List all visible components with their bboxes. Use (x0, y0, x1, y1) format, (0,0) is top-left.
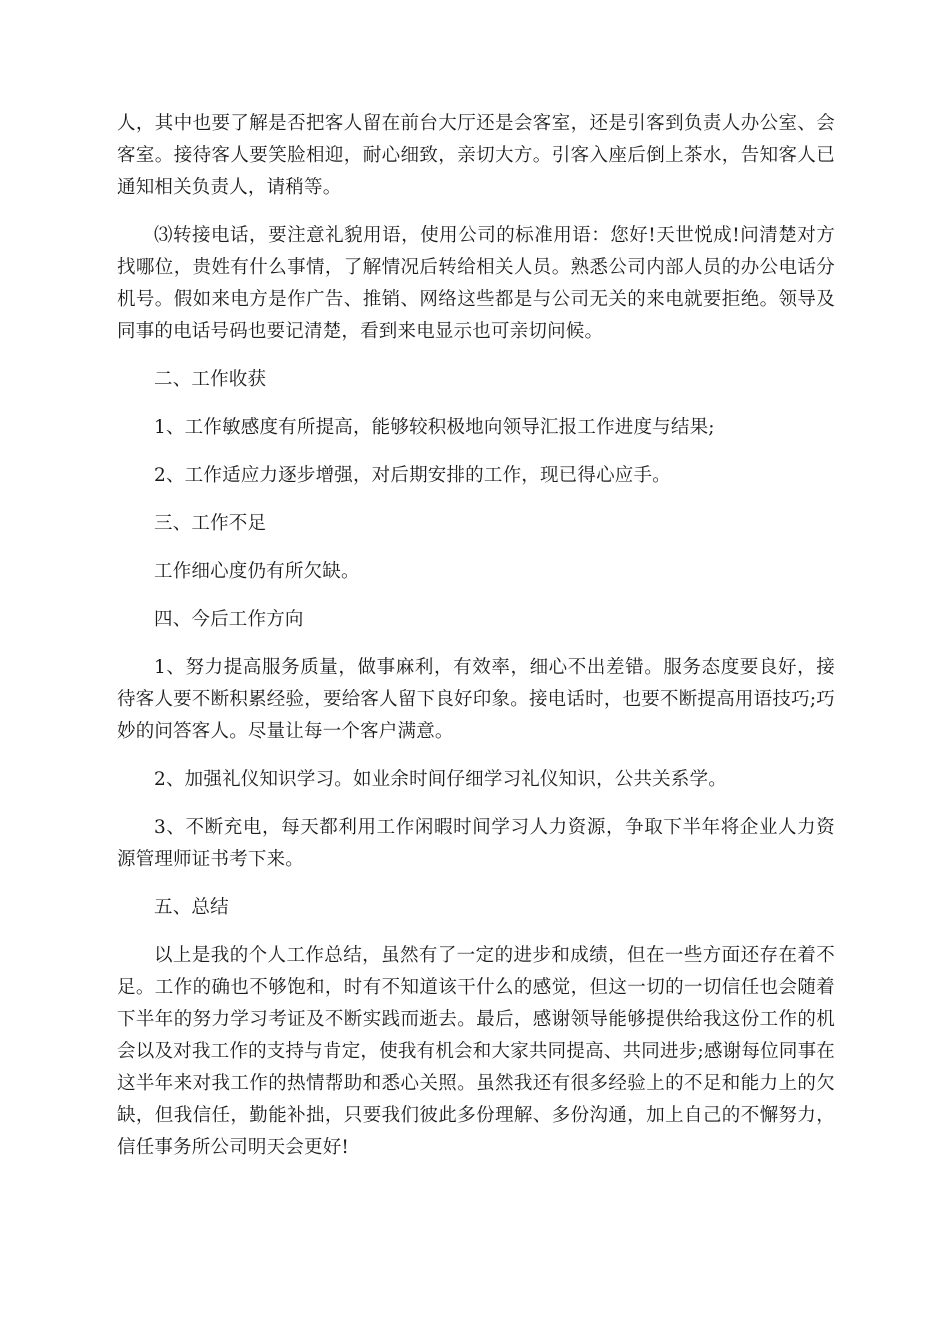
list-item-direction-3: 3、不断充电，每天都利用工作闲暇时间学习人力资源，争取下半年将企业人力资源管理师证书考下来。 (117, 817, 835, 870)
paragraph-reception: 人，其中也要了解是否把客人留在前台大厅还是会客室，还是引客到负责人办公室、会客室。接待客人要笑脸相迎，耐心细致，亲切大方。引客入座后倒上茶水，告知客人已通知相关负责人，请稍等。 (117, 113, 835, 198)
section-heading-shortcomings: 三、工作不足 (154, 513, 267, 534)
section-heading-gains: 二、工作收获 (154, 369, 267, 390)
paragraph-summary: 以上是我的个人工作总结，虽然有了一定的进步和成绩，但在一些方面还存在着不足。工作的确也不够饱和，时有不知道该干什么的感觉，但这一切的一切信任也会随着下半年的努力学习考证及不断实践而逝去。最后，感谢领导能够提供给我这份工作的机会以及对我工作的支持与肯定，使我有机会和大家共同提高、共同进步;感谢每位同事在这半年来对我工作的热情帮助和悉心关照。虽然我还有很多经验上的不足和能力上的欠缺，但我信任，勤能补拙，只要我们彼此多份理解、多份沟通，加上自己的不懈努力，信任事务所公司明天会更好! (117, 945, 835, 1158)
paragraph-shortcoming: 工作细心度仍有所欠缺。 (154, 561, 360, 582)
list-item-gain-2: 2、工作适应力逐步增强，对后期安排的工作，现已得心应手。 (154, 465, 671, 486)
section-heading-summary: 五、总结 (154, 897, 229, 918)
list-item-direction-2: 2、加强礼仪知识学习。如业余时间仔细学习礼仪知识，公共关系学。 (154, 769, 727, 790)
paragraph-phone-transfer: ⑶转接电话，要注意礼貌用语，使用公司的标准用语：您好!天世悦成!问清楚对方找哪位，贵姓有什么事情，了解情况后转给相关人员。熟悉公司内部人员的办公电话分机号。假如来电方是作广告、推销、网络这些都是与公司无关的来电就要拒绝。领导及同事的电话号码也要记清楚，看到来电显示也可亲切问候。 (117, 225, 835, 342)
section-heading-direction: 四、今后工作方向 (154, 609, 304, 630)
list-item-gain-1: 1、工作敏感度有所提高，能够较积极地向领导汇报工作进度与结果; (154, 417, 715, 438)
document-body (117, 108, 835, 1180)
list-item-direction-1: 1、努力提高服务质量，做事麻利，有效率，细心不出差错。服务态度要良好，接待客人要不断积累经验，要给客人留下良好印象。接电话时，也要不断提高用语技巧;巧妙的问答客人。尽量让每一个客户满意。 (117, 657, 835, 742)
